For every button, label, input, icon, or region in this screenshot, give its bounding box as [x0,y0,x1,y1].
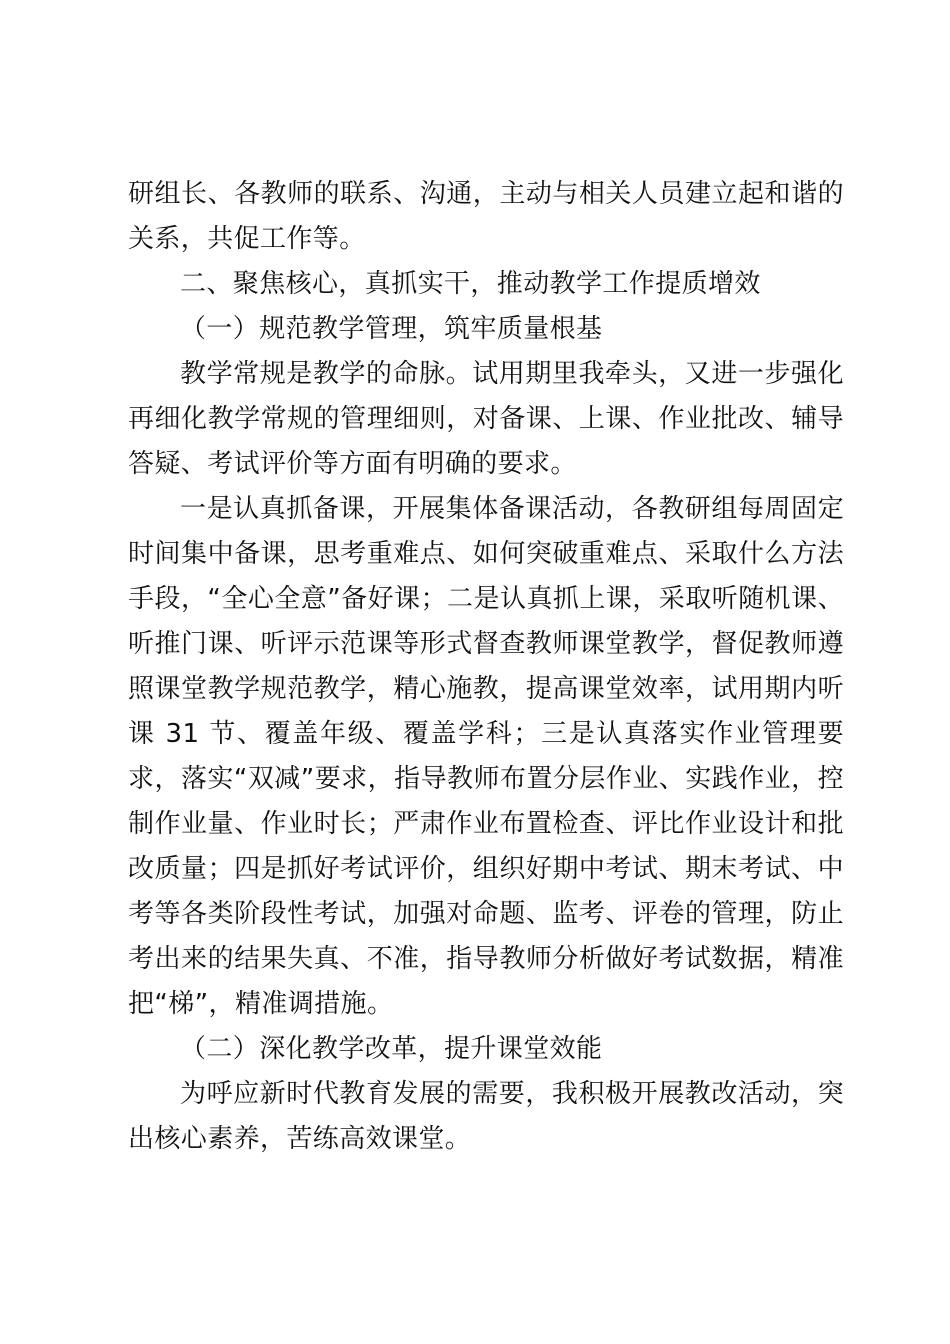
document-body [128,172,844,1162]
subsection-heading-1: （一）规范教学管理，筑牢质量根基 [180,314,603,344]
paragraph-reform: 为呼应新时代教育发展的需要，我积极开展教改活动，突出核心素养，苦练高效课堂。 [128,1079,844,1154]
subsection-heading-2: （二）深化教学改革，提升课堂效能 [180,1034,603,1064]
paragraph-teaching-routine: 教学常规是教学的命脉。试用期里我牵头，又进一步强化再细化教学常规的管理细则，对备课、上课、作业批改、辅导答疑、考试评价等方面有明确的要求。 [128,359,844,479]
paragraph-contact: 研组长、各教师的联系、沟通，主动与相关人员建立起和谐的关系，共促工作等。 [128,179,844,254]
paragraph-four-measures: 一是认真抓备课，开展集体备课活动，各教研组每周固定时间集中备课，思考重难点、如何突破重难点、采取什么方法手段，“全心全意”备好课；二是认真抓上课，采取听随机课、听推门课、听评示范课等形式督查教师课堂教学，督促教师遵照课堂教学规范教学，精心施教，提高课堂效率，试用期内听课 31 节、覆盖年级、覆盖学科；三是认真落实作业管理要求，落实“双减”要求，指导教师布置分层作业、实践作业，控制作业量、作业时长；严肃作业布置检查、评比作业设计和批改质量；四是抓好考试评价，组织好期中考试、期末考试、中考等各类阶段性考试，加强对命题、监考、评卷的管理，防止考出来的结果失真、不准，指导教师分析做好考试数据，精准把“梯”，精准调措施。 [128,494,844,1019]
section-heading-2: 二、聚焦核心，真抓实干，推动教学工作提质增效 [180,269,761,299]
